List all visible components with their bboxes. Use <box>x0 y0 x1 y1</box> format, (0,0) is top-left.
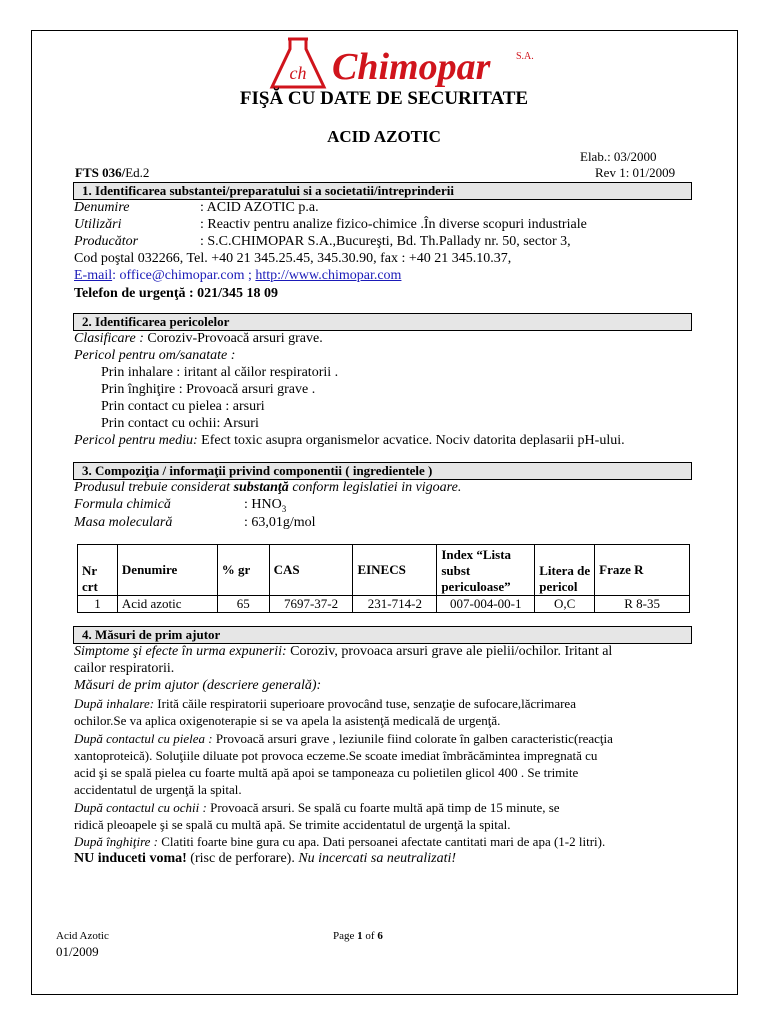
section-1-heading: 1. Identificarea substantei/preparatului si a societatii/intreprinderii <box>73 182 692 200</box>
ochi-hazard: Prin contact cu ochii: Arsuri <box>101 416 259 431</box>
utilizari-label: Utilizări <box>74 217 122 232</box>
inghitire-aid: După înghiţire : Clatiti foarte bine gura cu apa. Dati persoanei afectate cantitati mari de apa (1-2 litri). <box>74 834 606 849</box>
col-denumire: Denumire <box>117 545 217 596</box>
footer-product: Acid Azotic <box>56 930 109 942</box>
piele-aid-l2: xantoproteică). Soluţiile diluate pot provoca eczeme.Se scoate imediat îmbrăcămintea impregnată cu <box>74 748 598 763</box>
emergency-phone: Telefon de urgenţă : 021/345 18 09 <box>74 286 279 301</box>
masuri-label: Măsuri de prim ajutor (descriere generală): <box>74 678 322 693</box>
svg-text:ch: ch <box>289 63 307 83</box>
section-2-heading: 2. Identificarea pericolelor <box>73 313 692 331</box>
cell-denumire: Acid azotic <box>117 596 217 613</box>
piele-aid: După contactul cu pielea : Provoacă arsuri grave , leziunile fiind colorate în galben caracteristic(reacţia <box>74 731 613 746</box>
masa-label: Masa moleculară <box>74 515 173 530</box>
section-4-heading: 4. Măsuri de prim ajutor <box>73 626 692 644</box>
piele-aid-l4: accidentatul de urgenţă la spital. <box>74 782 242 797</box>
brand-wordmark: Chimopar <box>332 46 491 88</box>
col-einecs: EINECS <box>353 545 437 596</box>
table-header-row <box>78 545 690 596</box>
inghitire-hazard: Prin înghiţire : Provoacă arsuri grave . <box>101 382 316 397</box>
col-nr-crt: Nr crt <box>78 545 118 596</box>
col-litera: Litera de pericol <box>535 545 595 596</box>
cell-cas: 7697-37-2 <box>269 596 353 613</box>
page-number: Page 1 of 6 <box>333 930 383 942</box>
col-percent: % gr <box>217 545 269 596</box>
utilizari-value: : Reactiv pentru analize fizico-chimice .În diverse scopuri industriale <box>200 217 587 232</box>
website-link[interactable]: http://www.chimopar.com <box>255 268 402 283</box>
formula-label: Formula chimică <box>74 497 171 512</box>
revision: Rev 1: 01/2009 <box>595 165 676 180</box>
denumire-label: Denumire <box>74 200 130 215</box>
col-cas: CAS <box>269 545 353 596</box>
email-link[interactable]: E-mail <box>74 268 113 283</box>
contact-line: E-mail: office@chimopar.com ; http://www.chimopar.com <box>74 268 402 283</box>
section-3-heading: 3. Compoziţia / informaţii privind componentii ( ingredientele ) <box>73 462 692 480</box>
simptome-cont: cailor respiratorii. <box>74 661 175 676</box>
simptome: Simptome şi efecte în urma expunerii: Coroziv, provoaca arsuri grave ale pielii/ochilor. Iritant al <box>74 644 613 659</box>
pericol-mediu: Pericol pentru mediu: Efect toxic asupra organismelor acvatice. Nociv datorita deplasarii pH-ului. <box>74 433 625 448</box>
formula-value: : $HNO_3$ <box>244 497 287 514</box>
cell-index: 007-004-00-1 <box>437 596 535 613</box>
footer-date: 01/2009 <box>56 944 99 959</box>
inhalare-aid-cont: ochilor.Se va aplica oxigenoterapie si se va apela la asistenţă medicală de urgenţă. <box>74 713 501 728</box>
composition-table <box>77 544 690 613</box>
inhalare-aid: După inhalare: Irită căile respiratorii superioare provocând tuse, senzaţie de sufocare,lăcrimarea <box>74 696 576 711</box>
producator-value: : S.C.CHIMOPAR S.A.,Bucureşti, Bd. Th.Pallady nr. 50, sector 3, <box>200 234 571 249</box>
denumire-value: : ACID AZOTIC p.a. <box>200 200 319 215</box>
cell-einecs: 231-714-2 <box>353 596 437 613</box>
cell-nr: 1 <box>78 596 118 613</box>
product-title: ACID AZOTIC <box>327 127 441 146</box>
clasificare: Clasificare : Coroziv-Provoacă arsuri grave. <box>74 331 323 346</box>
table-row <box>78 596 690 613</box>
voma-warning: NU induceti voma! (risc de perforare). Nu incercati sa neutralizati! <box>74 851 457 866</box>
ochi-aid-cont: ridică pleoapele şi se spală cu multă apă. Se trimite accidentatul de urgenţă la spital. <box>74 817 511 832</box>
doc-code: FTS 036/Ed.2 <box>75 165 150 180</box>
produs-note: Produsul trebuie considerat substanţă conform legislatiei in vigoare. <box>74 480 462 495</box>
ochi-aid: După contactul cu ochii : Provoacă arsuri. Se spală cu foarte multă apă timp de 15 minute, se <box>74 800 560 815</box>
pericol-om: Pericol pentru om/sanatate : <box>74 348 236 363</box>
elab-date: Elab.: 03/2000 <box>580 149 657 164</box>
col-index: Index “Lista subst periculoase” <box>437 545 535 596</box>
cell-fraze: R 8-35 <box>595 596 690 613</box>
cell-percent: 65 <box>217 596 269 613</box>
address-line: Cod poştal 032266, Tel. +40 21 345.25.45, 345.30.90, fax : +40 21 345.10.37, <box>74 251 512 266</box>
piele-hazard: Prin contact cu pielea : arsuri <box>101 399 265 414</box>
col-fraze: Fraze R <box>595 545 690 596</box>
cell-litera: O,C <box>535 596 595 613</box>
svg-text:S.A.: S.A. <box>516 51 534 62</box>
inhalare-hazard: Prin inhalare : iritant al căilor respiratorii . <box>101 365 339 380</box>
document-title: FIŞĂ CU DATE DE SECURITATE <box>239 88 529 109</box>
piele-aid-l3: acid şi se spală pielea cu foarte multă apă apoi se tamponeaza cu polietilen glicol 400 . Se trimite <box>74 765 579 780</box>
producator-label: Producător <box>74 234 139 249</box>
masa-value: : 63,01g/mol <box>244 515 316 530</box>
